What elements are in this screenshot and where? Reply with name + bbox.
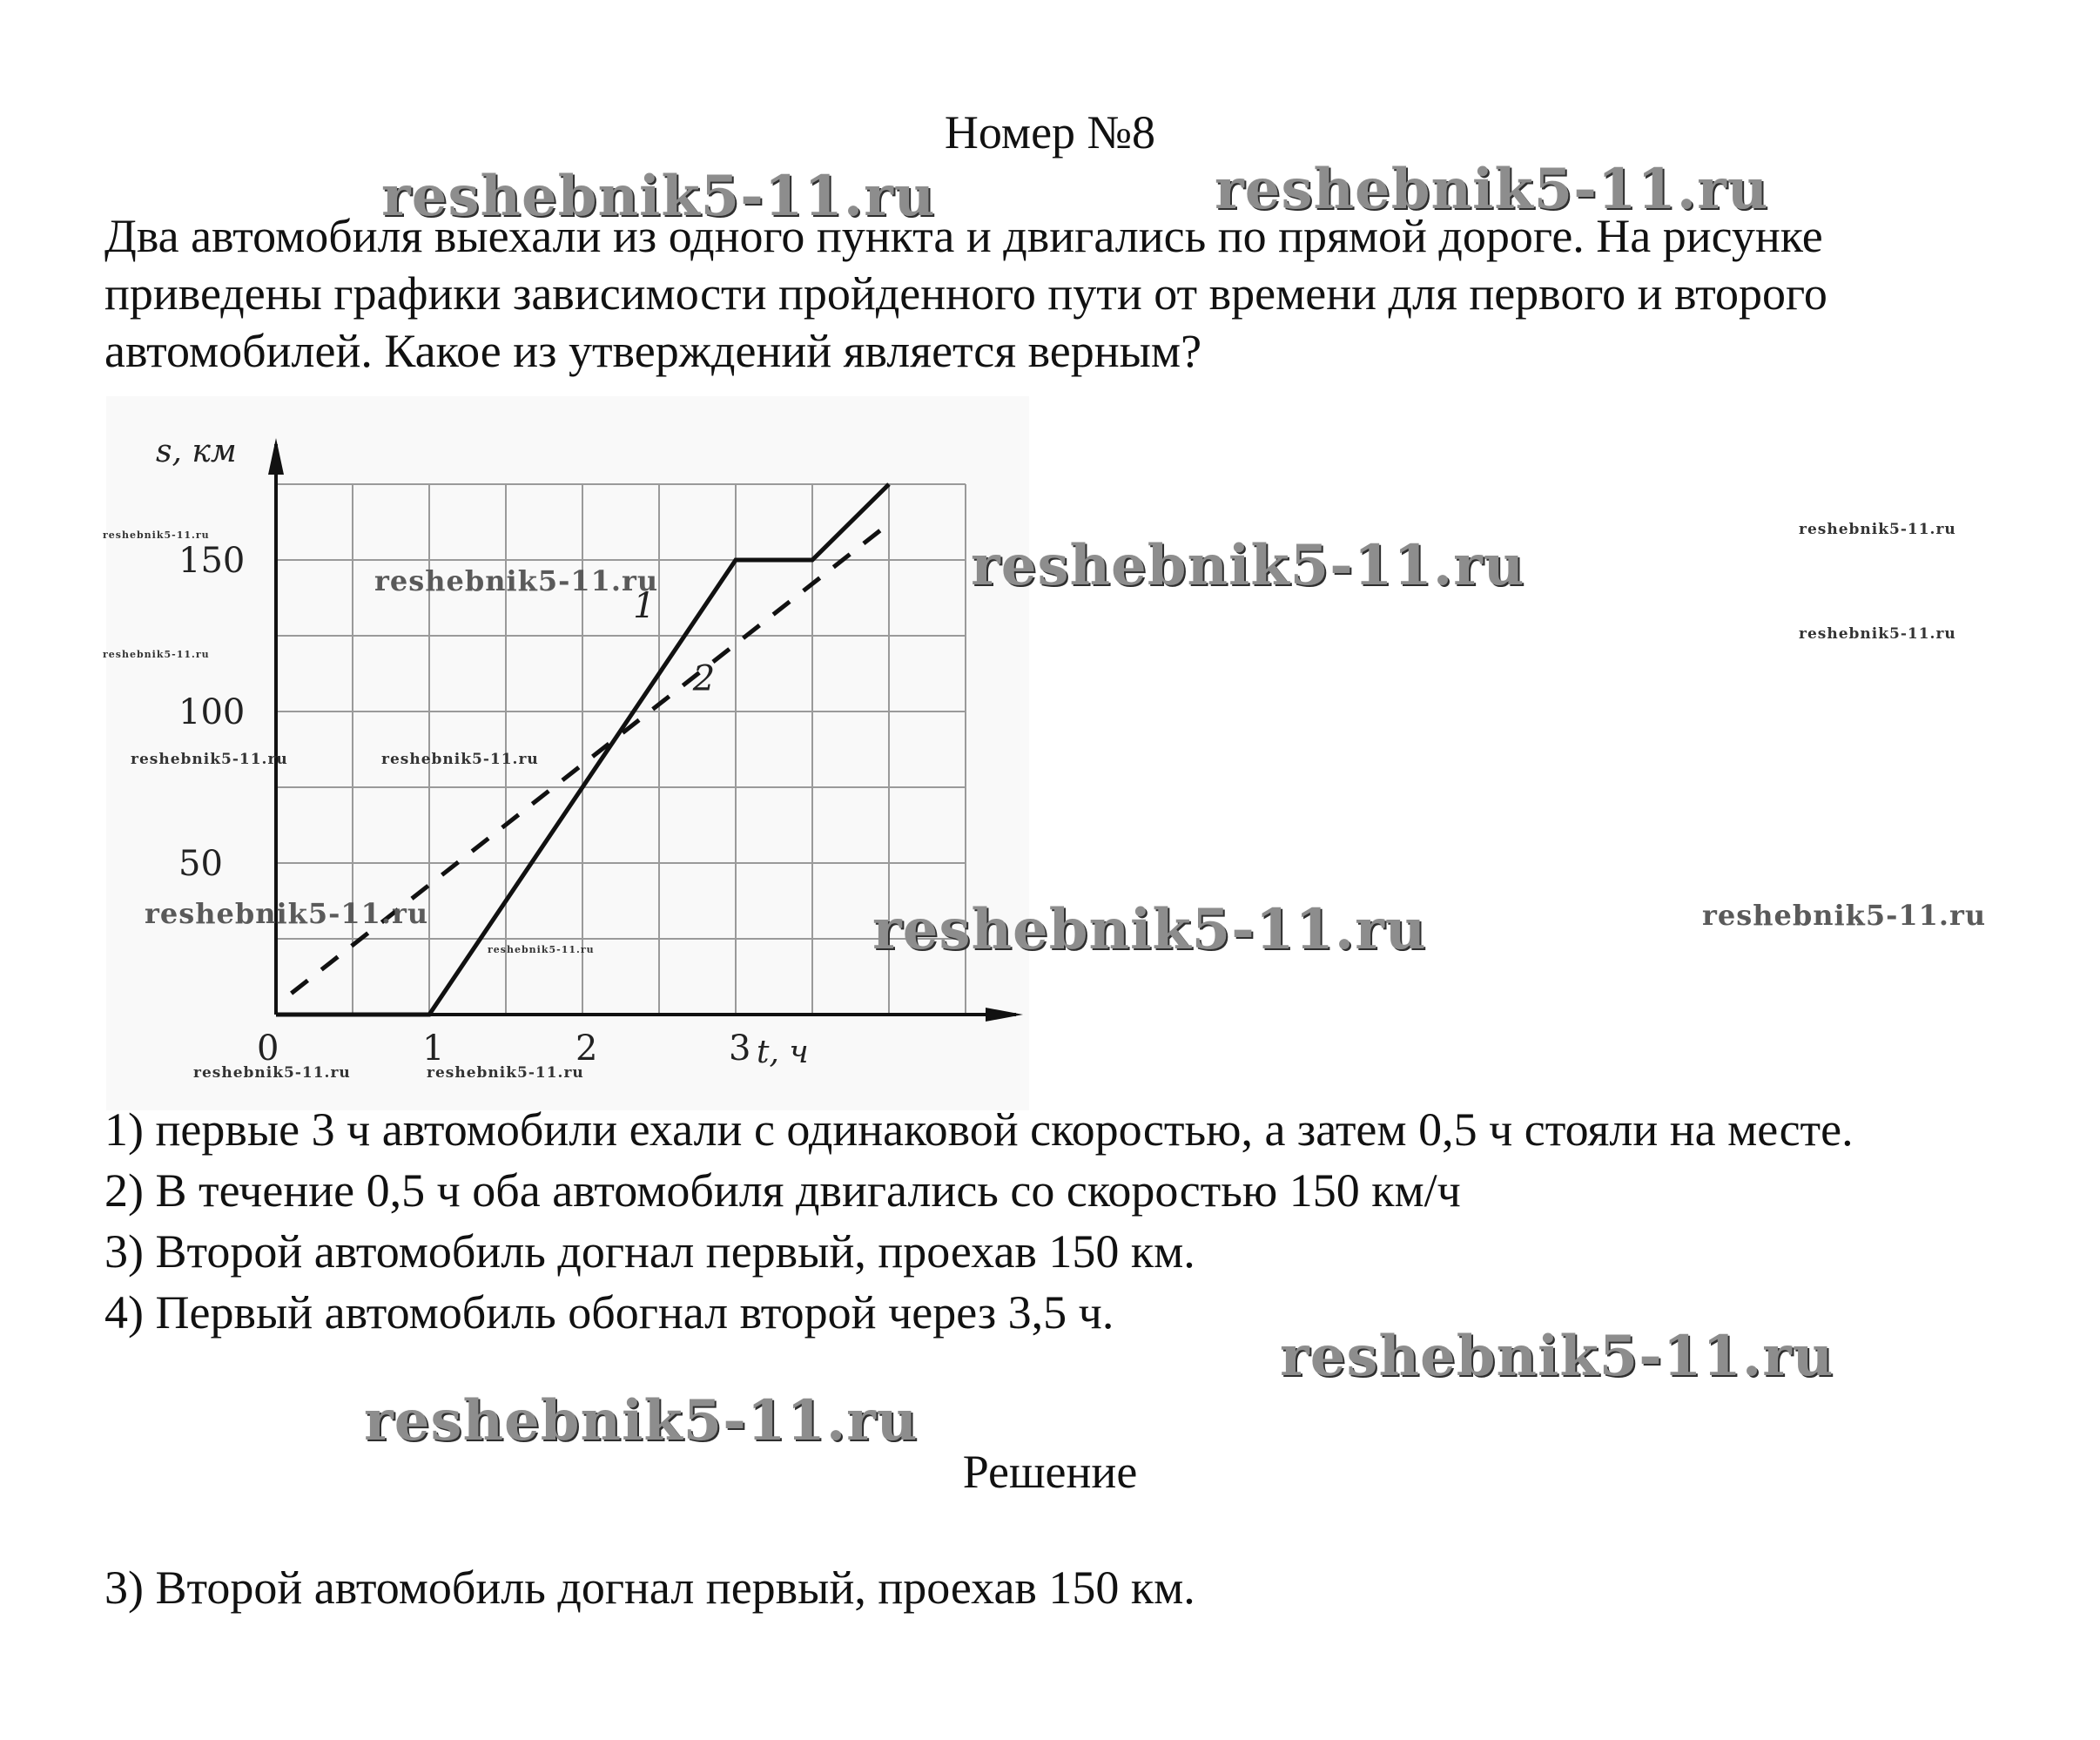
- x-tick-label: 2: [575, 1028, 598, 1069]
- watermark: reshebnik5-11.ru: [103, 529, 210, 541]
- page-title: Номер №8: [944, 106, 1156, 158]
- answer-options: [104, 1099, 2020, 1343]
- watermark: reshebnik5-11.ru: [364, 1388, 919, 1453]
- watermark: reshebnik5-11.ru: [1702, 899, 1987, 932]
- watermark: reshebnik5-11.ru: [1799, 521, 1956, 538]
- x-tick-label: 3: [729, 1028, 751, 1069]
- watermark: reshebnik5-11.ru: [193, 1064, 351, 1082]
- watermark: reshebnik5-11.ru: [381, 751, 539, 768]
- solution-answer: 3) Второй автомобиль догнал первый, проехав 150 км.: [104, 1561, 1195, 1614]
- x-tick-label: 0: [257, 1028, 279, 1069]
- problem-statement: Два автомобиля выехали из одного пункта и двигались по прямой дороге. На рисунке приведены графики зависимости пройденного пути от времени для первого и второго автомобилей. Какое из утверждений является верным?: [104, 210, 1827, 377]
- y-tick-label: 100: [178, 692, 246, 732]
- option-4: 4) Первый автомобиль обогнал второй через 3,5 ч.: [104, 1286, 1114, 1339]
- x-axis-label: t, ч: [757, 1035, 809, 1070]
- watermark: reshebnik5-11.ru: [1799, 625, 1956, 643]
- solution-heading: Решение: [962, 1446, 1138, 1498]
- option-3: 3) Второй автомобиль догнал первый, проехав 150 км.: [104, 1225, 1195, 1278]
- watermark: reshebnik5-11.ru: [131, 751, 288, 768]
- option-2: 2) В течение 0,5 ч оба автомобиля двигались со скоростью 150 км/ч: [104, 1164, 1461, 1217]
- y-axis-label: s, км: [156, 434, 237, 469]
- watermark: reshebnik5-11.ru: [488, 944, 595, 955]
- watermark: reshebnik5-11.ru: [427, 1064, 584, 1082]
- watermark: reshebnik5-11.ru: [145, 897, 429, 930]
- y-tick-label: 150: [178, 541, 246, 581]
- watermark: reshebnik5-11.ru: [374, 564, 659, 597]
- watermark: reshebnik5-11.ru: [381, 164, 936, 229]
- series-2-label: 2: [692, 658, 716, 699]
- y-tick-label: 50: [178, 844, 223, 884]
- watermark: reshebnik5-11.ru: [1280, 1324, 1834, 1389]
- watermark: reshebnik5-11.ru: [103, 649, 210, 660]
- watermark: reshebnik5-11.ru: [971, 533, 1525, 598]
- x-tick-label: 1: [422, 1028, 445, 1069]
- series-1-label: 1: [633, 586, 656, 627]
- option-1: 1) первые 3 ч автомобили ехали с одинаковой скоростью, а затем 0,5 ч стояли на месте.: [104, 1103, 1854, 1156]
- watermark: reshebnik5-11.ru: [1215, 157, 1769, 222]
- watermark: reshebnik5-11.ru: [872, 897, 1427, 962]
